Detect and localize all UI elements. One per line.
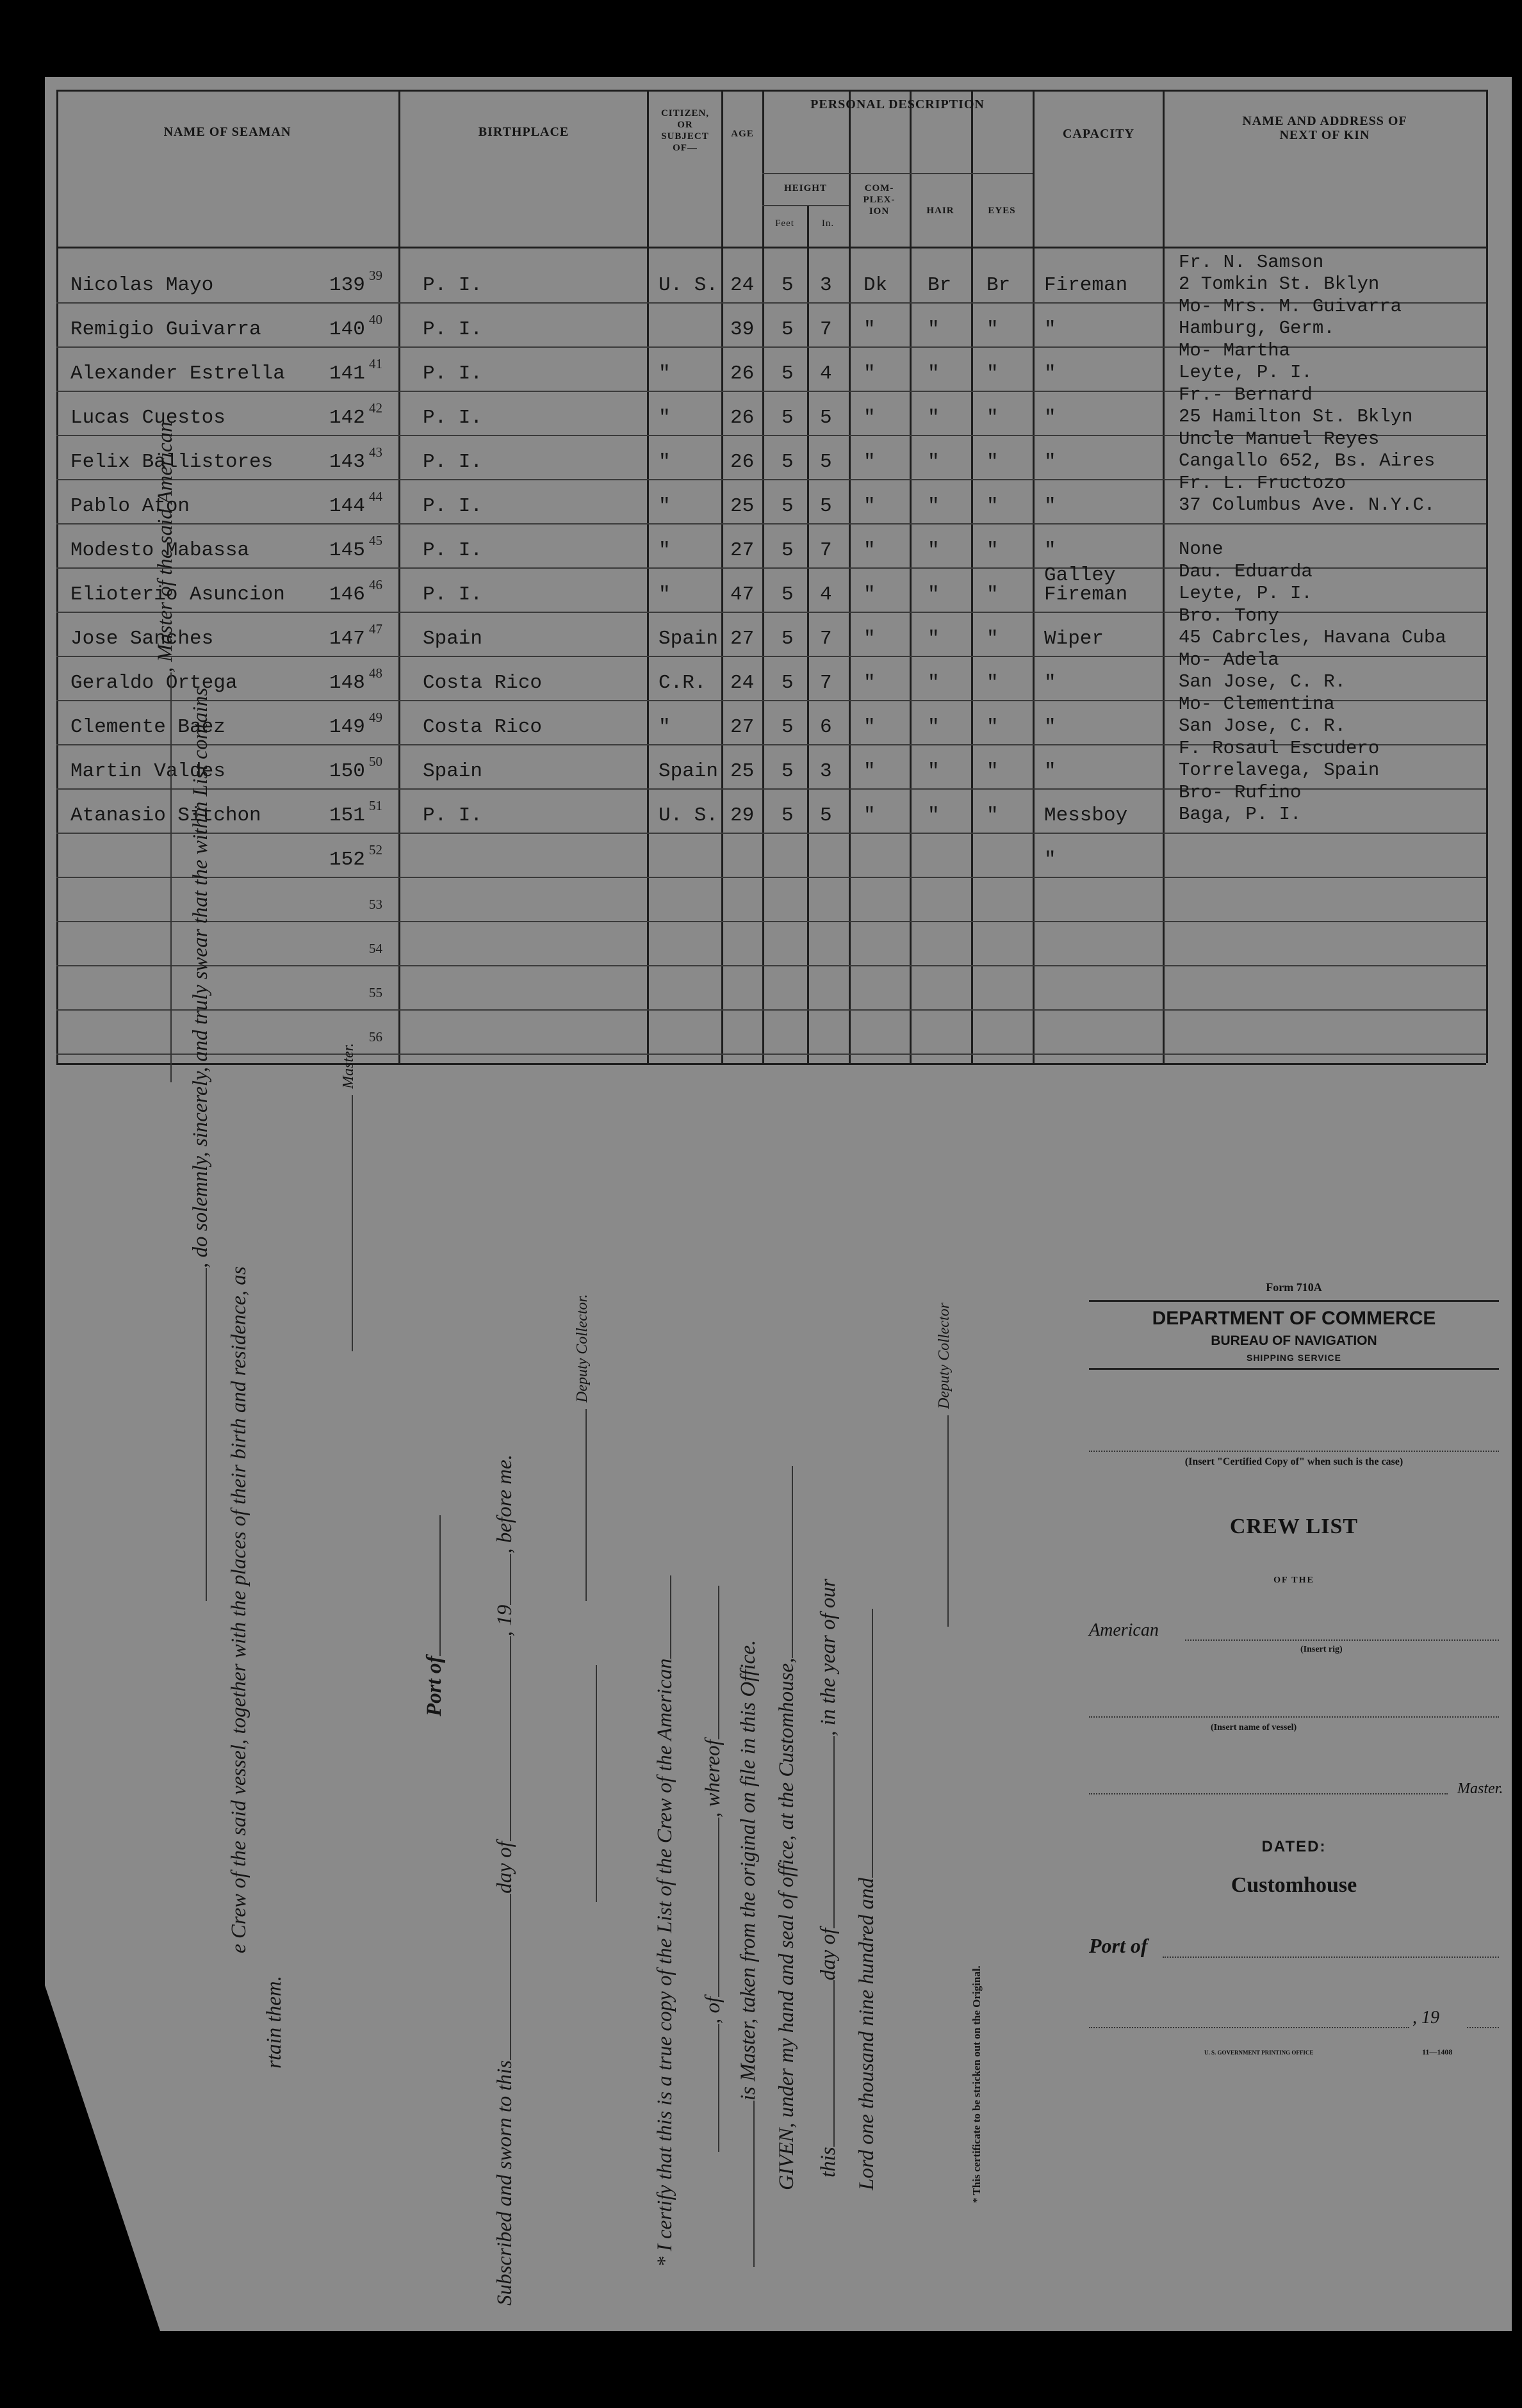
table-row — [45, 888, 1512, 932]
cell-cap: " — [1044, 672, 1056, 694]
header-feet: Feet — [775, 218, 794, 229]
cell-kin-address: 45 Cabrcles, Havana Cuba — [1179, 627, 1446, 648]
cell-num: 143 — [329, 451, 365, 473]
certificate-footnote: * This certificate to be stricken out on the Original. — [970, 1965, 983, 2203]
cell-cap: " — [1044, 716, 1056, 738]
cell-in: 3 — [820, 274, 832, 297]
cell-ft: 5 — [781, 407, 794, 429]
insert-rig: (Insert rig) — [1300, 1645, 1343, 1654]
cell-age: 27 — [730, 539, 755, 562]
printed-line-number: 42 — [369, 400, 382, 416]
cell-cap: " — [1044, 407, 1056, 429]
service-title: SHIPPING SERVICE — [1246, 1353, 1341, 1363]
cell-kin-address: Baga, P. I. — [1179, 804, 1302, 825]
cell-kin-address: San Jose, C. R. — [1179, 715, 1346, 736]
header-citizen: CITIZEN, OR SUBJECT OF— — [660, 108, 710, 153]
header-hair: HAIR — [926, 206, 954, 216]
cell-kin-address: 25 Hamilton St. Bklyn — [1179, 406, 1413, 427]
cell-hair: " — [928, 362, 940, 385]
form-code: 11—1408 — [1422, 2047, 1453, 2056]
cell-age: 24 — [730, 274, 755, 297]
header-age: AGE — [731, 129, 754, 139]
certificate-line-6: Lord one thousand nine hundred and — [855, 1609, 879, 2190]
cell-cap: " — [1044, 362, 1056, 385]
crew-table — [45, 77, 1512, 1076]
cell-cit: Spain — [659, 760, 719, 783]
cell-cit: U. S. — [659, 804, 719, 827]
table-row — [45, 976, 1512, 1020]
cell-kin-address: Leyte, P. I. — [1179, 362, 1313, 383]
cell-name: Elioterio Asuncion — [70, 583, 285, 606]
cell-cap: Fireman — [1044, 583, 1128, 606]
cell-in: 5 — [820, 451, 832, 473]
cell-name: Felix Ballistores — [70, 451, 274, 473]
cell-cap: " — [1044, 760, 1056, 783]
cell-num: 150 — [329, 760, 365, 783]
cell-hair: Br — [928, 274, 952, 297]
printed-line-number: 48 — [369, 665, 382, 681]
table-row — [45, 932, 1512, 976]
cell-comp: " — [863, 407, 876, 429]
cell-cap: " — [1044, 451, 1056, 473]
cell-ft: 5 — [781, 804, 794, 827]
cell-eyes: " — [986, 451, 999, 473]
cell-cap: Fireman — [1044, 274, 1128, 297]
oath-line-4: rtain them. — [263, 1976, 286, 2069]
table-row — [45, 605, 1512, 667]
cell-cap: Messboy — [1044, 804, 1128, 827]
cell-kin-address: Cangallo 652, Bs. Aires — [1179, 450, 1436, 471]
cell-age: 27 — [730, 628, 755, 650]
cell-in: 5 — [820, 495, 832, 517]
cell-in: 3 — [820, 760, 832, 783]
printed-line-number: 40 — [369, 312, 382, 327]
cell-birth: Costa Rico — [423, 672, 543, 694]
cell-cit: " — [659, 407, 671, 429]
cell-num: 140 — [329, 318, 365, 341]
cell-kin-address: San Jose, C. R. — [1179, 671, 1346, 692]
cell-hair: " — [928, 583, 940, 606]
table-row — [45, 561, 1512, 622]
table-row — [45, 473, 1512, 534]
cell-num: 148 — [329, 672, 365, 694]
cell-name: Remigio Guivarra — [70, 318, 261, 341]
cell-name: Lucas Cuestos — [70, 407, 225, 429]
cell-eyes: " — [986, 407, 999, 429]
printed-line-number: 46 — [369, 577, 382, 592]
header-inches: In. — [821, 218, 835, 229]
cell-hair: " — [928, 628, 940, 650]
cell-in: 5 — [820, 804, 832, 827]
cell-ft: 5 — [781, 451, 794, 473]
cell-comp: " — [863, 760, 876, 783]
cell-cit: " — [659, 362, 671, 385]
cell-cit: " — [659, 451, 671, 473]
cell-hair: " — [928, 318, 940, 341]
cell-hair: " — [928, 672, 940, 694]
printed-line-number: 47 — [369, 621, 382, 637]
department-title: DEPARTMENT OF COMMERCE — [1152, 1308, 1436, 1329]
cell-kin-address: Leyte, P. I. — [1179, 583, 1313, 604]
cell-comp: Dk — [863, 274, 888, 297]
cell-kin-name: Mo- Martha — [1179, 340, 1291, 361]
cell-in: 7 — [820, 672, 832, 694]
cell-age: 25 — [730, 760, 755, 783]
printed-line-number: 53 — [369, 897, 382, 912]
cell-comp: " — [863, 362, 876, 385]
oath-subscribed: Subscribed and sworn to thisday of, 19, before me. — [493, 1454, 516, 2306]
cell-eyes: " — [986, 716, 999, 738]
cell-num: 151 — [329, 804, 365, 827]
cell-num: 142 — [329, 407, 365, 429]
form-master-label: Master. — [1457, 1780, 1503, 1797]
cell-cit: C.R. — [659, 672, 707, 694]
table-row — [45, 843, 1512, 888]
cell-birth: P. I. — [423, 451, 483, 473]
cell-comp: " — [863, 451, 876, 473]
cell-in: 4 — [820, 362, 832, 385]
cell-ft: 5 — [781, 583, 794, 606]
crew-list-title: CREW LIST — [1229, 1515, 1359, 1538]
oath-line-2: , do solemnly, sincerely, and truly swear that the within List contains — [189, 688, 213, 1601]
cell-kin-name: Fr.- Bernard — [1179, 384, 1313, 405]
cell-ft: 5 — [781, 760, 794, 783]
cell-cap-top: Galley — [1044, 564, 1116, 587]
cell-age: 39 — [730, 318, 755, 341]
cell-age: 25 — [730, 495, 755, 517]
cell-birth: Costa Rico — [423, 716, 543, 738]
dated-label: DATED: — [1261, 1838, 1327, 1855]
cell-ft: 5 — [781, 716, 794, 738]
form-year: , 19 — [1412, 2008, 1439, 2028]
printed-line-number: 52 — [369, 842, 382, 858]
cell-name: Geraldo Ortega — [70, 672, 238, 694]
printed-line-number: 54 — [369, 941, 382, 956]
form-port-of: Port of — [1089, 1934, 1148, 1957]
cell-eyes: " — [986, 495, 999, 517]
cell-eyes: " — [986, 362, 999, 385]
table-row — [45, 1020, 1512, 1064]
cell-kin-address: Torrelavega, Spain — [1179, 760, 1380, 781]
printed-line-number: 45 — [369, 533, 382, 548]
cell-birth: P. I. — [423, 362, 483, 385]
cell-age: 27 — [730, 716, 755, 738]
cell-ft: 5 — [781, 362, 794, 385]
printed-line-number: 51 — [369, 798, 382, 813]
cell-eyes: " — [986, 628, 999, 650]
cell-birth: P. I. — [423, 274, 483, 297]
insert-certified-copy: (Insert "Certified Copy of" when such is the case) — [1184, 1456, 1403, 1467]
bureau-title: BUREAU OF NAVIGATION — [1211, 1333, 1377, 1348]
cell-eyes: " — [986, 583, 999, 606]
cell-num: 152 — [329, 849, 365, 871]
cell-kin-address: 2 Tomkin St. Bklyn — [1179, 273, 1380, 295]
cell-eyes: " — [986, 672, 999, 694]
cell-name: Alexander Estrella — [70, 362, 285, 385]
cell-kin-name: Uncle Manuel Reyes — [1179, 428, 1380, 450]
cell-name: Atanasio Sitchon — [70, 804, 261, 827]
printed-line-number: 55 — [369, 985, 382, 1000]
cell-cap: Wiper — [1044, 628, 1104, 650]
oath-port-of: Port of — [423, 1515, 446, 1716]
cell-cap: " — [1044, 318, 1056, 341]
header-next-of-kin: NAME AND ADDRESS OF NEXT OF KIN — [1242, 114, 1407, 142]
cell-cit: " — [659, 716, 671, 738]
cell-comp: " — [863, 583, 876, 606]
customhouse-label: Customhouse — [1231, 1873, 1357, 1897]
cell-ft: 5 — [781, 672, 794, 694]
cell-eyes: " — [986, 539, 999, 562]
cell-kin-name: Mo- Mrs. M. Guivarra — [1179, 296, 1402, 317]
cell-comp: " — [863, 539, 876, 562]
header-capacity: CAPACITY — [1062, 127, 1135, 141]
form-number: Form 710A — [1266, 1281, 1322, 1294]
cell-cit: U. S. — [659, 274, 719, 297]
cell-num: 145 — [329, 539, 365, 562]
oath-line-1: , Master of the said American — [154, 421, 177, 1082]
cell-ft: 5 — [781, 628, 794, 650]
cell-name: Jose Sanches — [70, 628, 214, 650]
cell-eyes: Br — [986, 274, 1011, 297]
cell-cap: " — [1044, 539, 1056, 562]
certificate-line-3: is Master, taken from the original on file in this Office. — [737, 1640, 760, 2267]
cell-comp: " — [863, 716, 876, 738]
certificate-line-1: * I certify that this is a true copy of the List of the Crew of the American — [653, 1575, 677, 2267]
cell-kin-name: Bro. Tony — [1179, 605, 1279, 626]
header-eyes: EYES — [988, 206, 1016, 216]
oath-line-3: e Crew of the said vessel, together with the places of their birth and residence, as — [227, 1266, 250, 1953]
cell-age: 24 — [730, 672, 755, 694]
cell-ft: 5 — [781, 495, 794, 517]
cell-kin-name: Fr. N. Samson — [1179, 252, 1324, 273]
cell-kin-address: None — [1179, 539, 1223, 560]
cell-comp: " — [863, 628, 876, 650]
table-row — [45, 782, 1512, 843]
printed-line-number: 49 — [369, 710, 382, 725]
cell-comp: " — [863, 804, 876, 827]
cell-num: 146 — [329, 583, 365, 606]
cell-eyes: " — [986, 318, 999, 341]
cell-name: Pablo Aton — [70, 495, 190, 517]
cell-birth: P. I. — [423, 407, 483, 429]
cell-cit: " — [659, 495, 671, 517]
cell-name: Martin Valdes — [70, 760, 225, 783]
cell-num: 149 — [329, 716, 365, 738]
header-name: NAME OF SEAMAN — [163, 125, 291, 139]
torn-corner — [45, 1985, 186, 2408]
oath-divider — [596, 1665, 597, 1902]
cell-kin-name: Mo- Adela — [1179, 649, 1279, 671]
cell-birth: P. I. — [423, 495, 483, 517]
cell-birth: Spain — [423, 760, 483, 783]
cell-age: 26 — [730, 451, 755, 473]
cell-kin-name: Mo- Clementina — [1179, 694, 1335, 715]
header-height: HEIGHT — [784, 183, 827, 193]
cell-in: 4 — [820, 583, 832, 606]
printed-line-number: 43 — [369, 444, 382, 460]
header-complexion: COM- PLEX- ION — [863, 183, 896, 216]
cell-cap: " — [1044, 495, 1056, 517]
table-row — [45, 296, 1512, 357]
certificate-deputy-collector: Deputy Collector — [932, 1303, 953, 1627]
cell-cit: Spain — [659, 628, 719, 650]
cell-name: Modesto Mabassa — [70, 539, 250, 562]
american-label: American — [1089, 1620, 1159, 1640]
cell-in: 7 — [820, 539, 832, 562]
header-birthplace: BIRTHPLACE — [478, 125, 569, 139]
cell-ft: 5 — [781, 318, 794, 341]
printed-line-number: 50 — [369, 754, 382, 769]
cell-name: Nicolas Mayo — [70, 274, 214, 297]
certificate-line-2: , of, whereof — [701, 1586, 725, 2152]
cell-in: 7 — [820, 318, 832, 341]
crew-list-page — [45, 77, 1512, 2331]
cell-in: 5 — [820, 407, 832, 429]
cell-cit: " — [659, 539, 671, 562]
cover-form — [1089, 1274, 1503, 2184]
printed-line-number: 41 — [369, 356, 382, 371]
cell-cap: " — [1044, 849, 1056, 871]
oath-deputy-collector: Deputy Collector. — [570, 1294, 591, 1601]
cell-kin-name: F. Rosaul Escudero — [1179, 738, 1380, 759]
certificate-line-4: GIVEN, under my hand and seal of office, at the Customhouse, — [775, 1466, 799, 2190]
cell-birth: P. I. — [423, 804, 483, 827]
cell-birth: P. I. — [423, 583, 483, 606]
cell-kin-name: Bro- Rufino — [1179, 782, 1302, 803]
cell-age: 26 — [730, 362, 755, 385]
cell-kin-name: Fr. L. Fructozo — [1179, 473, 1346, 494]
cell-birth: P. I. — [423, 539, 483, 562]
cell-birth: P. I. — [423, 318, 483, 341]
cell-ft: 5 — [781, 539, 794, 562]
cell-hair: " — [928, 804, 940, 827]
cell-num: 147 — [329, 628, 365, 650]
cell-age: 26 — [730, 407, 755, 429]
cell-cit: " — [659, 583, 671, 606]
cell-name: Clemente Baez — [70, 716, 225, 738]
cell-comp: " — [863, 672, 876, 694]
cell-kin-address: Hamburg, Germ. — [1179, 318, 1335, 339]
gpo-imprint: U. S. GOVERNMENT PRINTING OFFICE — [1204, 2049, 1314, 2056]
cell-comp: " — [863, 495, 876, 517]
printed-line-number: 56 — [369, 1029, 382, 1045]
header-personal-description: PERSONAL DESCRIPTION — [810, 97, 985, 111]
cell-in: 7 — [820, 628, 832, 650]
cell-age: 47 — [730, 583, 755, 606]
cell-eyes: " — [986, 804, 999, 827]
insert-vessel-name: (Insert name of vessel) — [1211, 1723, 1297, 1732]
cell-age: 29 — [730, 804, 755, 827]
cell-hair: " — [928, 451, 940, 473]
cell-hair: " — [928, 716, 940, 738]
cell-num: 144 — [329, 495, 365, 517]
cell-eyes: " — [986, 760, 999, 783]
certificate-line-5: thisday of, in the year of our — [817, 1579, 840, 2177]
cell-hair: " — [928, 539, 940, 562]
printed-line-number: 39 — [369, 268, 382, 283]
oath-master-signature: Master. — [336, 1043, 357, 1351]
cell-num: 141 — [329, 362, 365, 385]
of-the-label: OF THE — [1273, 1575, 1314, 1585]
cell-comp: " — [863, 318, 876, 341]
cell-hair: " — [928, 407, 940, 429]
cell-kin-name: Dau. Eduarda — [1179, 561, 1313, 582]
printed-line-number: 44 — [369, 489, 382, 504]
cell-hair: " — [928, 495, 940, 517]
cell-birth: Spain — [423, 628, 483, 650]
cell-hair: " — [928, 760, 940, 783]
cell-kin-address: 37 Columbus Ave. N.Y.C. — [1179, 494, 1436, 516]
cell-num: 139 — [329, 274, 365, 297]
cell-in: 6 — [820, 716, 832, 738]
cell-ft: 5 — [781, 274, 794, 297]
